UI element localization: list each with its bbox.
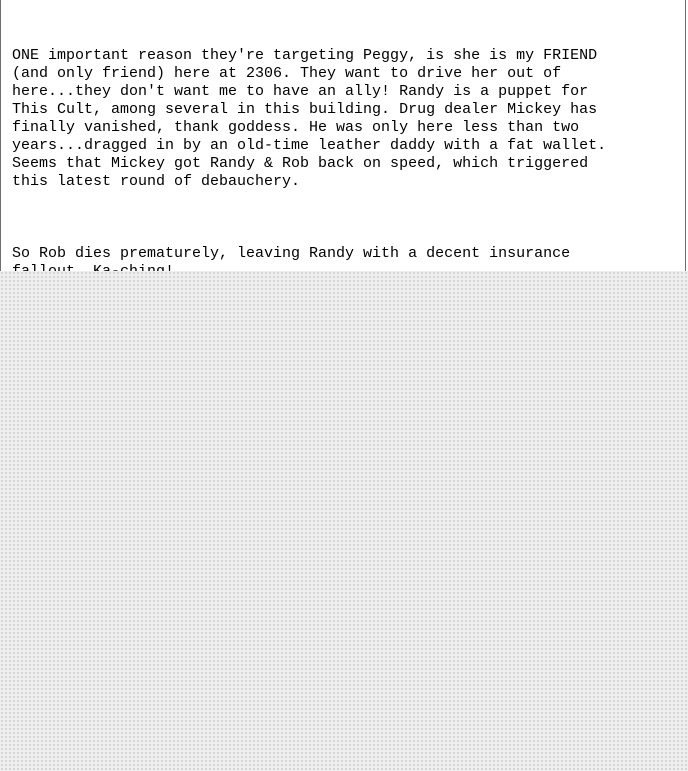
paragraph-targeting-peggy: ONE important reason they're targeting Peggy, is she is my FRIEND (and only friend) here at 2306. They want to drive her out of here...they don't want me to have an ally! Randy is a puppet for This Cult, among several in this building. Drug dealer Mickey has finally vanished, thank goddess. He was only here less than two years...dragged in by an old-time leather daddy with a fat wallet. Seems that Mickey got Randy & Rob back on speed, which triggered this latest round of debauchery. [12, 47, 607, 190]
dithered-overlay [0, 271, 688, 771]
document-text-area [0, 0, 686, 300]
paragraph-rob-dies: So Rob dies prematurely, leaving Randy with a decent insurance [12, 245, 571, 262]
